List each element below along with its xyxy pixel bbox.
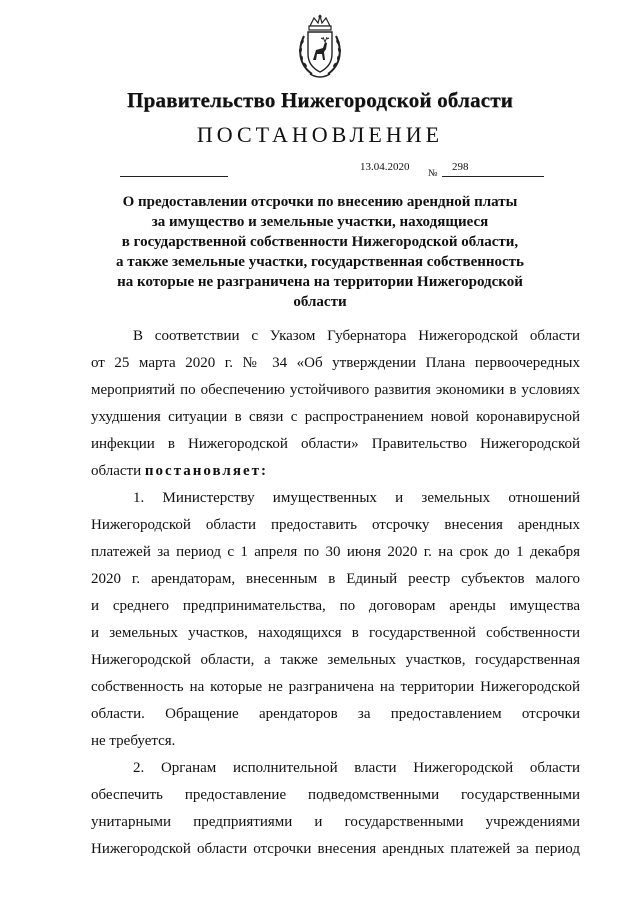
body-line: В соответствии с Указом Губернатора Нижегородской области (133, 328, 580, 344)
body-line: области. Обращение арендаторов за предоставлением отсрочки (91, 706, 580, 722)
body-line: 2. Органам исполнительной власти Нижегородской области (133, 760, 580, 776)
body-line (91, 461, 580, 481)
body-line: от 25 марта 2020 г. № 34 «Об утверждении Плана первоочередных (91, 355, 580, 371)
decree-word: постановляет: (144, 463, 268, 479)
number-sign: № (428, 168, 438, 179)
body-line: и земельных участков, находящихся в государственной собственности (91, 625, 580, 641)
number-underline (442, 176, 544, 177)
document-number: 298 (452, 161, 469, 173)
government-title: Правительство Нижегородской области (127, 88, 513, 112)
body-line-text: области (91, 463, 142, 479)
document-type: ПОСТАНОВЛЕНИЕ (196, 122, 444, 147)
subject-line: за имущество и земельные участки, находящиеся (151, 214, 489, 230)
subject-line: области (293, 294, 347, 310)
body-line: Нижегородской области, а также земельных участков, государственная (91, 652, 580, 668)
body-line: собственность на которые не разграничена на территории Нижегородской (91, 679, 580, 695)
body-line: обеспечить предоставление подведомственными государственными (91, 787, 580, 803)
body-line: мероприятий по обеспечению устойчивого развития экономики в условиях (91, 382, 580, 398)
signature-line-left (120, 176, 228, 177)
body-line: не требуется. (91, 733, 176, 749)
body-line: Нижегородской области предоставить отсрочку внесения арендных (91, 517, 580, 533)
coat-of-arms-emblem (294, 14, 346, 80)
body-line: ухудшения ситуации в связи с распространением новой коронавирусной (91, 409, 580, 425)
body-line: унитарными предприятиями и государственными учреждениями (91, 814, 580, 830)
body-line: Нижегородской области отсрочки внесения арендных платежей за период (91, 841, 580, 857)
body-line: платежей за период с 1 апреля по 30 июня 2020 г. на срок до 1 декабря (91, 544, 580, 560)
subject-line: на которые не разграничена на территории Нижегородской (117, 274, 523, 290)
document-date: 13.04.2020 (360, 161, 410, 173)
document-subject (100, 192, 540, 312)
body-line: 1. Министерству имущественных и земельных отношений (133, 490, 580, 506)
body-line: и среднего предпринимательства, по договорам аренды имущества (91, 598, 580, 614)
body-line: инфекции в Нижегородской области» Правительство Нижегородской (91, 436, 580, 452)
subject-line: в государственной собственности Нижегородской области, (121, 234, 519, 250)
subject-line: а также земельные участки, государственная собственность (116, 254, 524, 270)
subject-line: О предоставлении отсрочки по внесению арендной платы (122, 194, 518, 210)
body-line: 2020 г. арендаторам, внесенным в Единый реестр субъектов малого (91, 571, 580, 587)
